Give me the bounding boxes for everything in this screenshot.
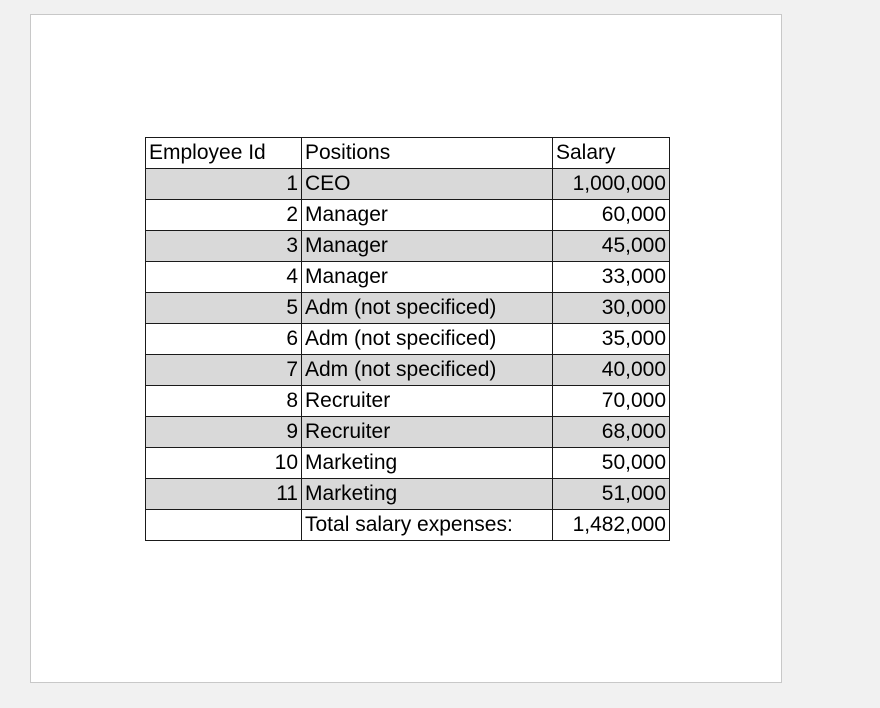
employee-id-cell: 3 bbox=[146, 231, 302, 262]
position-cell: CEO bbox=[302, 169, 553, 200]
employee-id-cell: 5 bbox=[146, 293, 302, 324]
position-cell: Manager bbox=[302, 231, 553, 262]
employee-id-cell: 8 bbox=[146, 386, 302, 417]
position-cell: Marketing bbox=[302, 479, 553, 510]
salary-cell: 50,000 bbox=[553, 448, 670, 479]
total-row bbox=[146, 510, 670, 541]
header-positions: Positions bbox=[302, 138, 553, 169]
position-cell: Manager bbox=[302, 200, 553, 231]
table-row bbox=[146, 169, 670, 200]
table-row bbox=[146, 479, 670, 510]
employee-id-cell: 7 bbox=[146, 355, 302, 386]
table-header-row bbox=[146, 138, 670, 169]
document-page bbox=[30, 14, 782, 683]
table-row bbox=[146, 293, 670, 324]
salary-cell: 33,000 bbox=[553, 262, 670, 293]
table-row bbox=[146, 262, 670, 293]
position-cell: Recruiter bbox=[302, 417, 553, 448]
table-row bbox=[146, 355, 670, 386]
table-row bbox=[146, 417, 670, 448]
position-cell: Marketing bbox=[302, 448, 553, 479]
salary-cell: 70,000 bbox=[553, 386, 670, 417]
employee-id-cell: 4 bbox=[146, 262, 302, 293]
table-row bbox=[146, 231, 670, 262]
salary-cell: 35,000 bbox=[553, 324, 670, 355]
salary-cell: 45,000 bbox=[553, 231, 670, 262]
position-cell: Adm (not specificed) bbox=[302, 293, 553, 324]
employee-id-cell: 2 bbox=[146, 200, 302, 231]
header-salary: Salary bbox=[553, 138, 670, 169]
table-row bbox=[146, 324, 670, 355]
salary-cell: 40,000 bbox=[553, 355, 670, 386]
employee-id-cell: 11 bbox=[146, 479, 302, 510]
salary-cell: 68,000 bbox=[553, 417, 670, 448]
employee-id-cell: 10 bbox=[146, 448, 302, 479]
employee-id-cell: 6 bbox=[146, 324, 302, 355]
total-value: 1,482,000 bbox=[553, 510, 670, 541]
salary-cell: 60,000 bbox=[553, 200, 670, 231]
employee-id-cell: 9 bbox=[146, 417, 302, 448]
position-cell: Adm (not specificed) bbox=[302, 324, 553, 355]
header-employee-id: Employee Id bbox=[146, 138, 302, 169]
salary-cell: 1,000,000 bbox=[553, 169, 670, 200]
salary-table bbox=[145, 137, 670, 541]
table-row bbox=[146, 448, 670, 479]
total-label: Total salary expenses: bbox=[302, 510, 553, 541]
salary-cell: 30,000 bbox=[553, 293, 670, 324]
salary-cell: 51,000 bbox=[553, 479, 670, 510]
position-cell: Recruiter bbox=[302, 386, 553, 417]
position-cell: Adm (not specificed) bbox=[302, 355, 553, 386]
table-row bbox=[146, 200, 670, 231]
table-row bbox=[146, 386, 670, 417]
total-empty-cell bbox=[146, 510, 302, 541]
position-cell: Manager bbox=[302, 262, 553, 293]
employee-id-cell: 1 bbox=[146, 169, 302, 200]
